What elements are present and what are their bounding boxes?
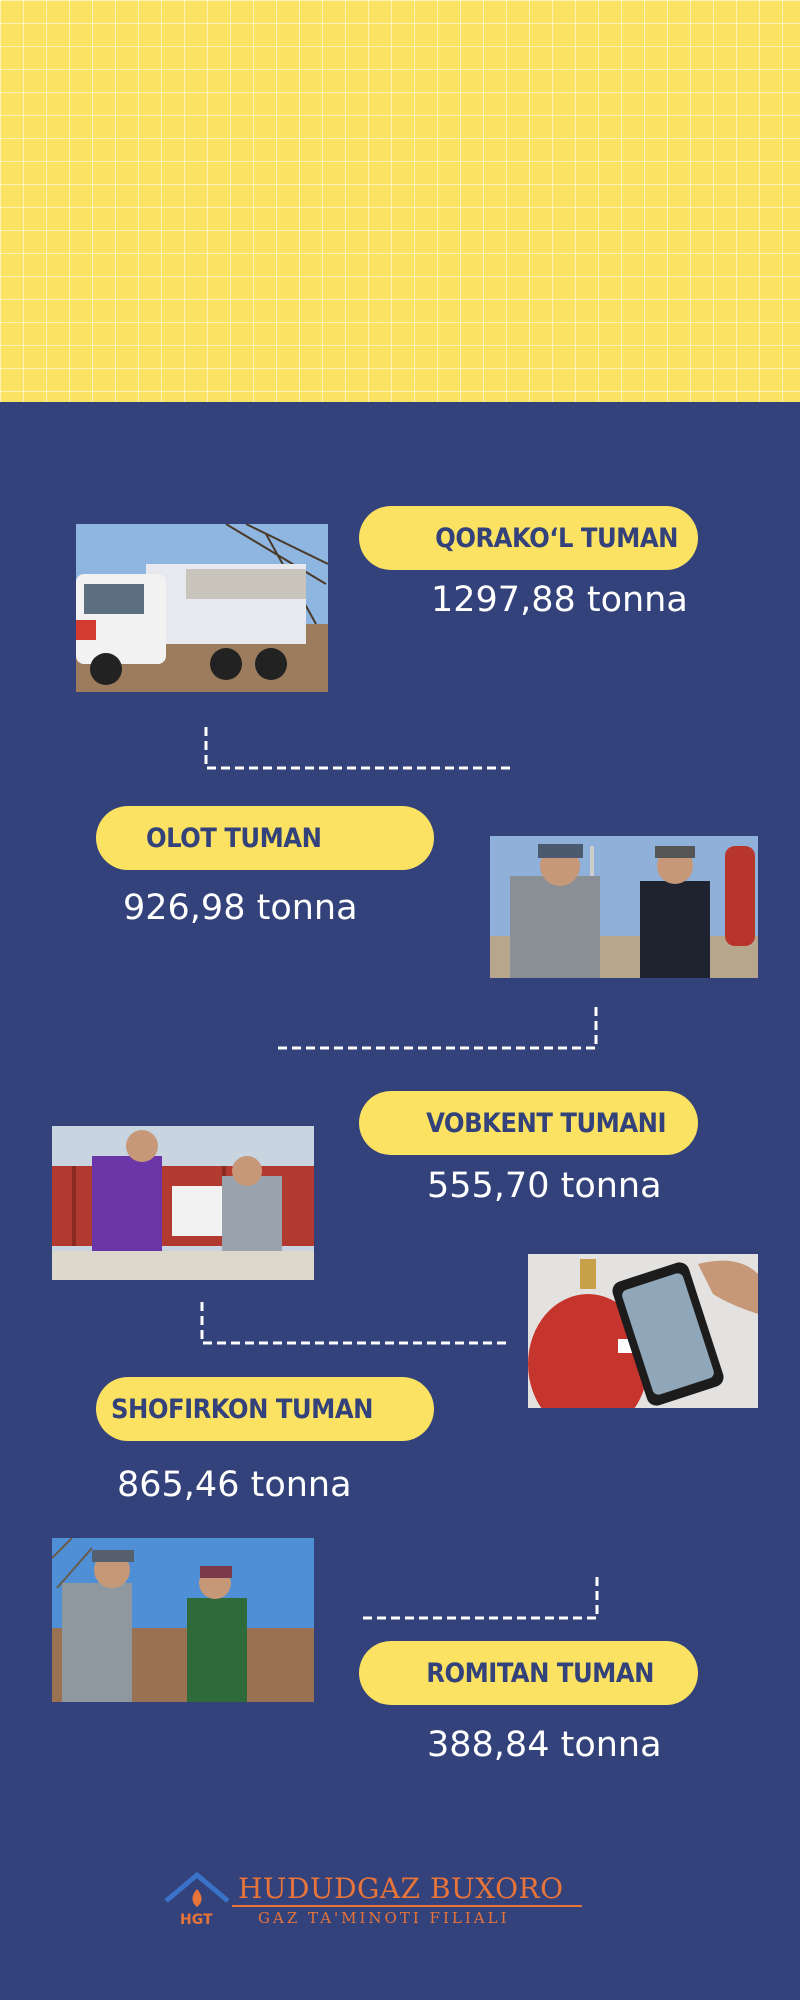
photo-delivery-truck <box>76 524 328 692</box>
logo-subtitle: GAZ TA'MINOTI FILIALI <box>258 1909 510 1927</box>
logo-divider <box>232 1905 582 1907</box>
district-name-pill-olot <box>96 806 434 870</box>
logo-title: HUDUDGAZ BUXORO <box>238 1872 564 1905</box>
top-grid-banner <box>0 0 800 402</box>
connector-3 <box>195 1300 515 1350</box>
district-name: SHOFIRKON TUMAN <box>111 1393 373 1425</box>
logo-abbreviation: HGT <box>180 1912 213 1928</box>
district-value: 555,70 tonna <box>427 1166 662 1206</box>
district-name: QORAKO‘L TUMAN <box>435 522 678 554</box>
district-name-pill-shofirkon <box>96 1377 434 1441</box>
district-name: OLOT TUMAN <box>146 822 322 854</box>
district-name: ROMITAN TUMAN <box>426 1657 654 1689</box>
photo-worker-and-resident <box>52 1538 314 1702</box>
district-value: 865,46 tonna <box>117 1465 352 1505</box>
connector-2 <box>270 1005 610 1060</box>
photo-cylinder-qr-scan <box>528 1254 758 1408</box>
district-value: 926,98 tonna <box>123 888 358 928</box>
district-name: VOBKENT TUMANI <box>426 1107 666 1139</box>
connector-1 <box>200 725 520 775</box>
connector-4 <box>355 1575 605 1625</box>
company-logo <box>160 1866 600 1936</box>
district-name-pill-romitan <box>359 1641 698 1705</box>
district-value: 1297,88 tonna <box>431 580 688 620</box>
photo-workers-with-phones <box>490 836 758 978</box>
district-name-pill-qorakol <box>359 506 698 570</box>
district-name-pill-vobkent <box>359 1091 698 1155</box>
photo-gas-cylinder-handover <box>52 1126 314 1280</box>
district-value: 388,84 tonna <box>427 1725 662 1765</box>
